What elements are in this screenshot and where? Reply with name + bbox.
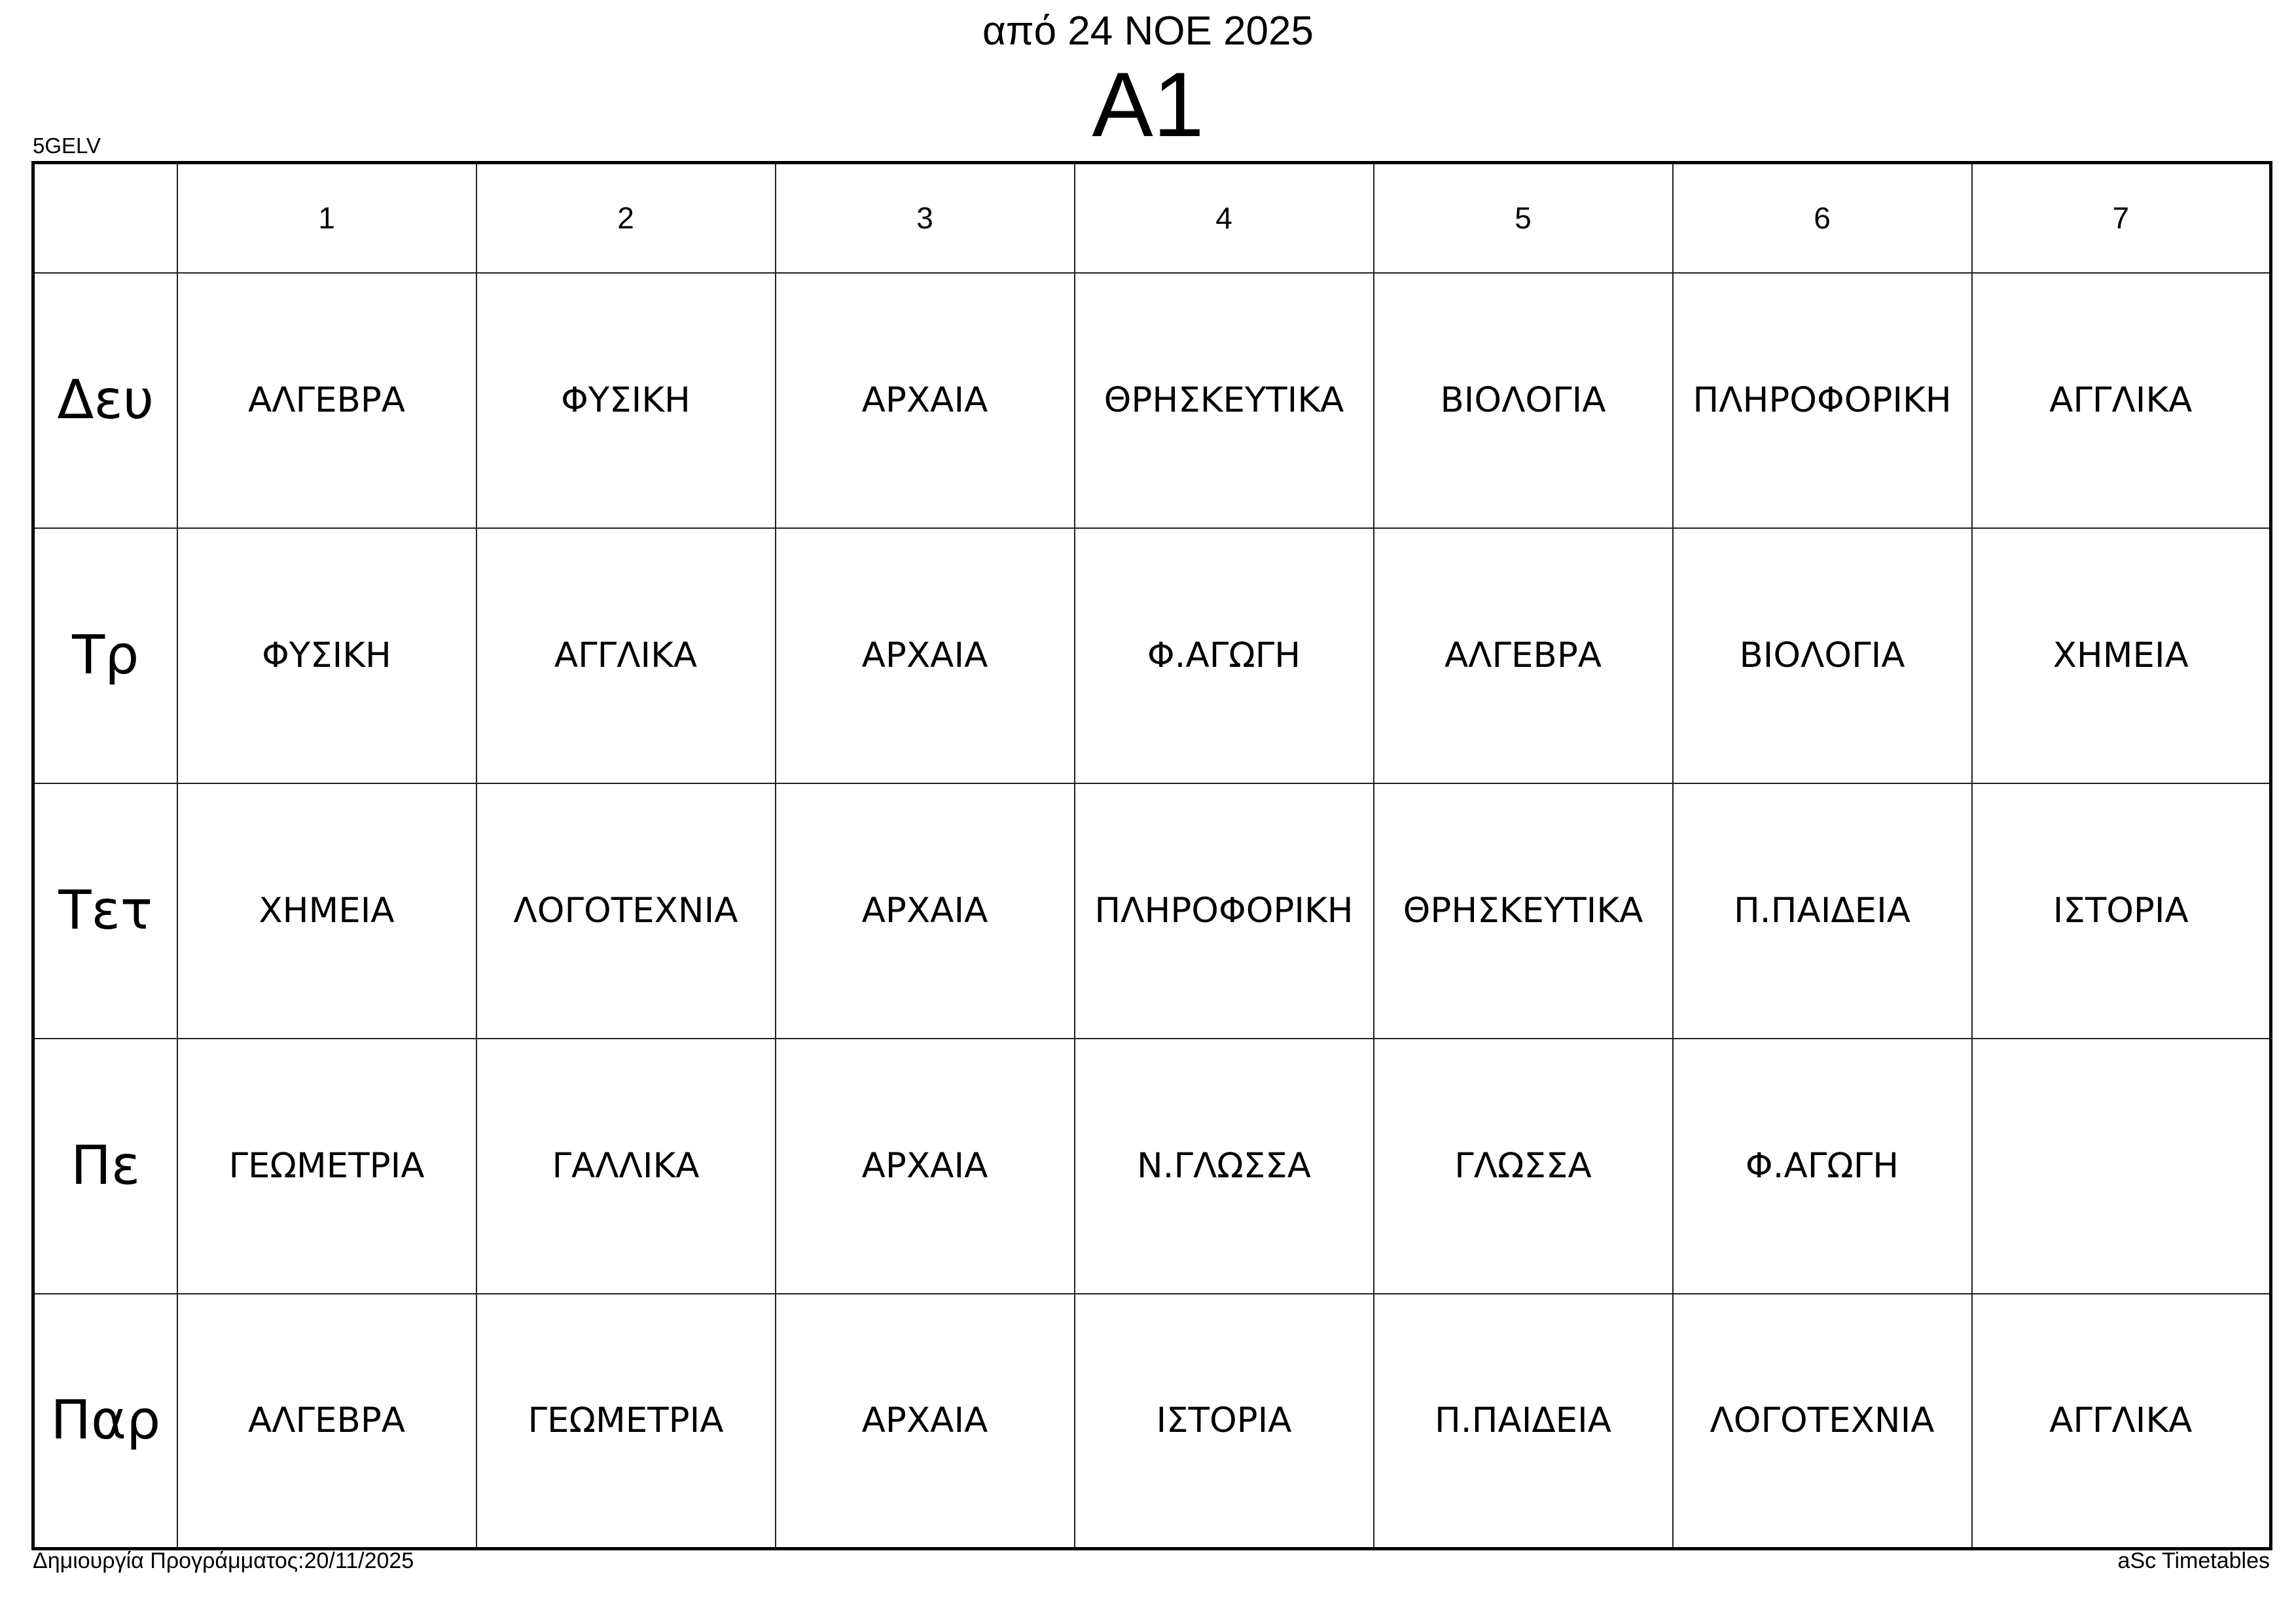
lesson-cell: ΒΙΟΛΟΓΙΑ: [1673, 528, 1972, 783]
day-label: Τετ: [33, 783, 177, 1039]
lesson-cell: ΑΓΓΛΙΚΑ: [1972, 273, 2271, 528]
lesson-cell: ΑΡΧΑΙΑ: [776, 1294, 1075, 1549]
lesson-cell: ΦΥΣΙΚΗ: [476, 273, 776, 528]
period-header: 1: [177, 163, 476, 273]
lesson-cell: ΓΛΩΣΣΑ: [1374, 1039, 1673, 1294]
lesson-cell: ΑΡΧΑΙΑ: [776, 1039, 1075, 1294]
period-header: 3: [776, 163, 1075, 273]
lesson-cell: ΑΡΧΑΙΑ: [776, 783, 1075, 1039]
day-row-tue: [33, 528, 2271, 783]
period-header: 7: [1972, 163, 2271, 273]
class-title: A1: [1092, 53, 1204, 156]
lesson-cell: ΘΡΗΣΚΕΥΤΙΚΑ: [1374, 783, 1673, 1039]
corner-cell: [33, 163, 177, 273]
lesson-cell: ΑΓΓΛΙΚΑ: [1972, 1294, 2271, 1549]
period-header: 4: [1075, 163, 1374, 273]
lesson-cell: Π.ΠΑΙΔΕΙΑ: [1374, 1294, 1673, 1549]
timetable-grid: [31, 161, 2272, 1550]
period-header: 5: [1374, 163, 1673, 273]
lesson-cell: ΛΟΓΟΤΕΧΝΙΑ: [1673, 1294, 1972, 1549]
lesson-cell: Π.ΠΑΙΔΕΙΑ: [1673, 783, 1972, 1039]
day-row-mon: [33, 273, 2271, 528]
lesson-cell: ΑΡΧΑΙΑ: [776, 273, 1075, 528]
lesson-cell: ΓΑΛΛΙΚΑ: [476, 1039, 776, 1294]
lesson-cell: ΑΛΓΕΒΡΑ: [177, 1294, 476, 1549]
day-label: Δευ: [33, 273, 177, 528]
brand-label: aSc Timetables: [2117, 1548, 2270, 1573]
lesson-cell: ΒΙΟΛΟΓΙΑ: [1374, 273, 1673, 528]
lesson-cell: ΓΕΩΜΕΤΡΙΑ: [476, 1294, 776, 1549]
day-label: Τρ: [33, 528, 177, 783]
lesson-cell: Ν.ΓΛΩΣΣΑ: [1075, 1039, 1374, 1294]
lesson-cell: ΙΣΤΟΡΙΑ: [1972, 783, 2271, 1039]
day-row-wed: [33, 783, 2271, 1039]
lesson-cell: ΘΡΗΣΚΕΥΤΙΚΑ: [1075, 273, 1374, 528]
lesson-cell: ΓΕΩΜΕΤΡΙΑ: [177, 1039, 476, 1294]
period-header: 6: [1673, 163, 1972, 273]
lesson-cell: ΦΥΣΙΚΗ: [177, 528, 476, 783]
lesson-cell: [1972, 1039, 2271, 1294]
period-header: 2: [476, 163, 776, 273]
day-row-fri: [33, 1294, 2271, 1549]
lesson-cell: Φ.ΑΓΩΓΗ: [1075, 528, 1374, 783]
lesson-cell: ΑΛΓΕΒΡΑ: [1374, 528, 1673, 783]
lesson-cell: ΙΣΤΟΡΙΑ: [1075, 1294, 1374, 1549]
lesson-cell: ΠΛΗΡΟΦΟΡΙΚΗ: [1075, 783, 1374, 1039]
lesson-cell: ΑΡΧΑΙΑ: [776, 528, 1075, 783]
lesson-cell: ΧΗΜΕΙΑ: [177, 783, 476, 1039]
school-code: 5GELV: [33, 134, 101, 158]
lesson-cell: ΑΓΓΛΙΚΑ: [476, 528, 776, 783]
lesson-cell: ΧΗΜΕΙΑ: [1972, 528, 2271, 783]
creation-date: Δημιουργία Προγράμματος:20/11/2025: [33, 1548, 414, 1573]
day-label: Παρ: [33, 1294, 177, 1549]
period-header-row: [33, 163, 2271, 273]
lesson-cell: Φ.ΑΓΩΓΗ: [1673, 1039, 1972, 1294]
lesson-cell: ΑΛΓΕΒΡΑ: [177, 273, 476, 528]
day-row-thu: [33, 1039, 2271, 1294]
lesson-cell: ΠΛΗΡΟΦΟΡΙΚΗ: [1673, 273, 1972, 528]
timetable-date: από 24 ΝΟΕ 2025: [982, 9, 1314, 54]
day-label: Πε: [33, 1039, 177, 1294]
lesson-cell: ΛΟΓΟΤΕΧΝΙΑ: [476, 783, 776, 1039]
